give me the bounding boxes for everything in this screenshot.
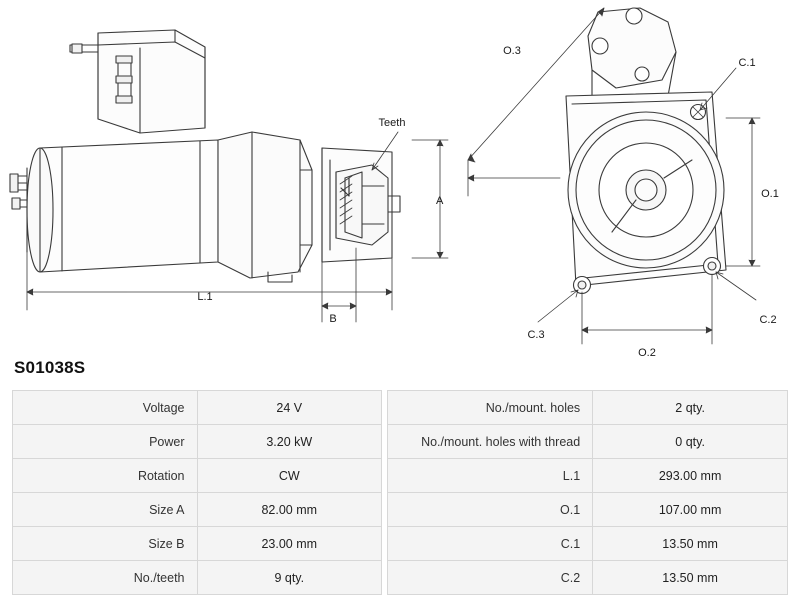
dimension-l1-label: L.1 — [197, 291, 213, 303]
spec-label-o1: O.1 — [388, 493, 593, 527]
dimension-c3-label: C.3 — [527, 329, 545, 341]
spec-value-c1: 13.50 mm — [593, 527, 788, 561]
spec-label-size-b: Size B — [13, 527, 198, 561]
spec-value-mount-holes: 2 qty. — [593, 391, 788, 425]
teeth-label: Teeth — [378, 117, 406, 129]
table-row — [13, 391, 788, 425]
table-row — [13, 425, 788, 459]
spec-value-size-b: 23.00 mm — [197, 527, 382, 561]
spec-label-rotation: Rotation — [13, 459, 198, 493]
spec-label-teeth: No./teeth — [13, 561, 198, 595]
spec-label-power: Power — [13, 425, 198, 459]
page-title: S01038S — [14, 358, 86, 377]
spec-label-mount-holes: No./mount. holes — [388, 391, 593, 425]
table-row — [13, 527, 788, 561]
dimension-c2-label: C.2 — [759, 314, 777, 326]
dimension-o3-label: O.3 — [503, 45, 521, 57]
dimension-a-label: A — [436, 195, 444, 207]
dimension-b-label: B — [329, 313, 337, 325]
spec-value-rotation: CW — [197, 459, 382, 493]
spec-value-l1: 293.00 mm — [593, 459, 788, 493]
spec-label-mount-holes-thread: No./mount. holes with thread — [388, 425, 593, 459]
spec-label-c1: C.1 — [388, 527, 593, 561]
table-row — [13, 493, 788, 527]
table-row — [13, 561, 788, 595]
specifications-table — [12, 390, 788, 595]
spec-value-size-a: 82.00 mm — [197, 493, 382, 527]
spec-label-c2: C.2 — [388, 561, 593, 595]
spec-value-o1: 107.00 mm — [593, 493, 788, 527]
spec-value-teeth: 9 qty. — [197, 561, 382, 595]
dimension-c1-label: C.1 — [738, 57, 756, 69]
spec-label-l1: L.1 — [388, 459, 593, 493]
dimension-o2-label: O.2 — [638, 347, 656, 359]
spec-value-mount-holes-thread: 0 qty. — [593, 425, 788, 459]
spec-label-size-a: Size A — [13, 493, 198, 527]
spec-value-c2: 13.50 mm — [593, 561, 788, 595]
spec-value-voltage: 24 V — [197, 391, 382, 425]
dimension-o1-label: O.1 — [761, 188, 779, 200]
spec-value-power: 3.20 kW — [197, 425, 382, 459]
spec-label-voltage: Voltage — [13, 391, 198, 425]
table-row — [13, 459, 788, 493]
